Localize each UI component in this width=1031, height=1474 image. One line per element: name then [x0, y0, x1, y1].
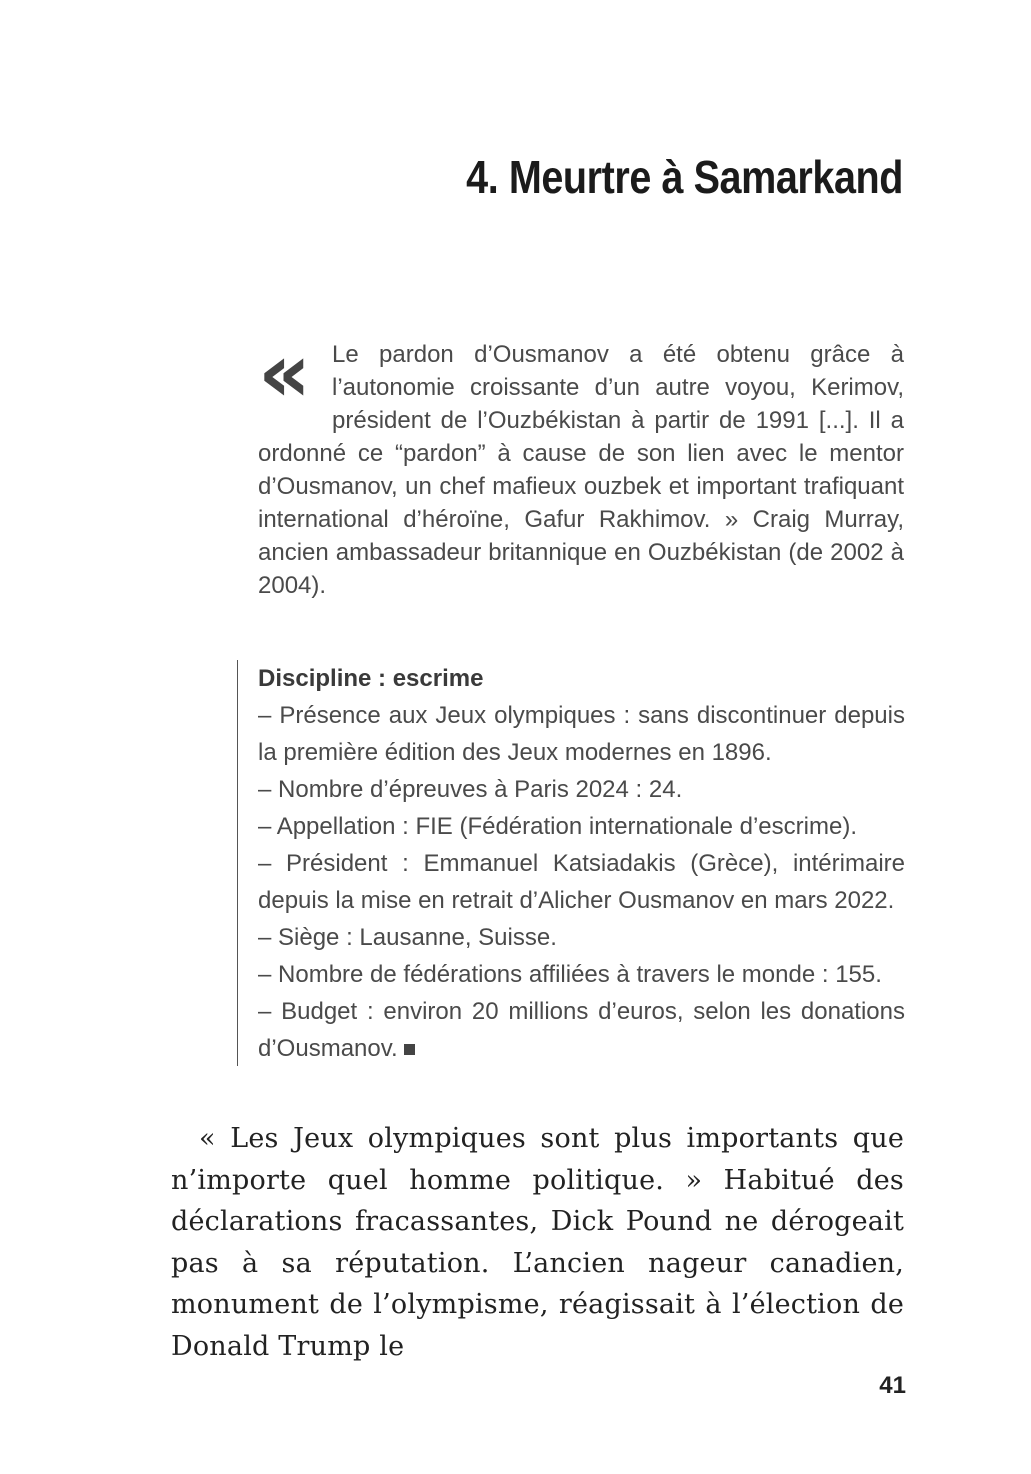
sidebar-item: – Nombre d’épreuves à Paris 2024 : 24.	[258, 776, 683, 803]
sidebar-content	[258, 660, 905, 1067]
body-text	[171, 1118, 904, 1368]
page-number: 41	[879, 1372, 906, 1399]
sidebar-item: – Présence aux Jeux olympiques : sans discontinuer depuis la première édition des Jeux modernes en 1896.	[258, 702, 905, 766]
sidebar-item: – Budget : environ 20 millions d’euros, selon les donations d’Ousmanov.	[258, 998, 905, 1062]
body-paragraph: « Les Jeux olympiques sont plus importants que n’importe quel homme politique. » Habitué des déclarations fracassantes, Dick Pound ne dérogeait pas à sa réputation. L’ancien nageur canadien, monument de l’olympisme, réagissait à l’élection de Donald Trump le	[171, 1123, 904, 1362]
chapter-title: 4. Meurtre à Samarkand	[466, 151, 903, 203]
sidebar-item: – Appellation : FIE (Fédération internationale d’escrime).	[258, 813, 857, 840]
sidebar-item: – Président : Emmanuel Katsiadakis (Grèce), intérimaire depuis la mise en retrait d’Alicher Ousmanov en mars 2022.	[258, 850, 905, 914]
epigraph	[258, 326, 904, 602]
epigraph-text: Le pardon d’Ousmanov a été obtenu grâce à l’autonomie croissante d’un autre voyou, Kerimov, président de l’Ouzbékistan à partir de 1991 [...]. Il a ordonné ce “pardon” à cause de son lien avec le mentor d’Ousmanov, un chef mafieux ouzbek et important trafiquant international d’héroïne, Gafur Rakhimov. » Craig Murray, ancien ambassadeur britannique en Ouzbékistan (de 2002 à 2004).	[258, 341, 904, 599]
quote-mark-icon: «	[258, 326, 301, 421]
sidebar-item: – Siège : Lausanne, Suisse.	[258, 924, 557, 951]
end-square-icon	[404, 1044, 415, 1055]
sidebar-heading: Discipline : escrime	[258, 665, 484, 692]
sidebar-item: – Nombre de fédérations affiliées à travers le monde : 155.	[258, 961, 882, 988]
discipline-sidebar	[237, 660, 905, 1066]
sidebar-item-last	[258, 993, 905, 1067]
